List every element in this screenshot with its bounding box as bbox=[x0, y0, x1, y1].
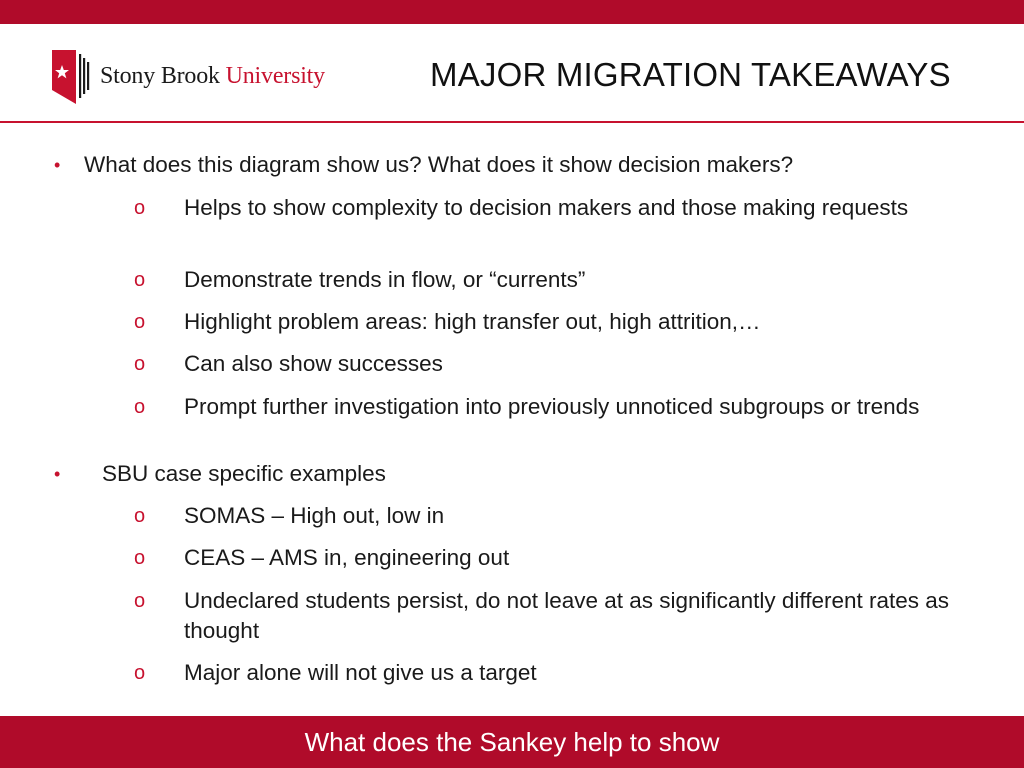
sub-bullet-marker: o bbox=[134, 590, 146, 612]
bullet-item bbox=[54, 459, 386, 489]
bullet-item bbox=[54, 150, 794, 180]
logo-wordmark-stony-brook: Stony Brook bbox=[100, 62, 226, 89]
bullet-marker: • bbox=[54, 155, 61, 175]
sub-bullet-text: Demonstrate trends in flow, or “currents” bbox=[184, 267, 586, 292]
sub-bullet-marker: o bbox=[134, 505, 146, 527]
logo-wordmark-university: University bbox=[225, 62, 325, 89]
sub-bullet-item bbox=[134, 658, 974, 688]
footer-bar bbox=[0, 716, 1024, 768]
sub-bullet-text: Major alone will not give us a target bbox=[184, 660, 537, 685]
sub-bullet-item bbox=[134, 586, 974, 646]
sub-bullet-text: CEAS – AMS in, engineering out bbox=[184, 545, 510, 570]
sub-bullet-marker: o bbox=[134, 547, 146, 569]
sub-bullet-item bbox=[134, 543, 974, 573]
sub-bullet-item bbox=[134, 501, 974, 531]
sub-bullet-item bbox=[134, 193, 954, 223]
footer-text: What does the Sankey help to show bbox=[304, 726, 720, 757]
top-accent-bar bbox=[0, 0, 1024, 24]
sub-bullet-text: Can also show successes bbox=[184, 351, 443, 376]
sub-bullet-item bbox=[134, 392, 964, 422]
sub-bullet-text: SOMAS – High out, low in bbox=[184, 503, 445, 528]
sub-bullet-marker: o bbox=[134, 662, 146, 684]
sub-bullet-text: Prompt further investigation into previously unnoticed subgroups or trends bbox=[184, 394, 920, 419]
header-divider bbox=[0, 121, 1024, 123]
sub-bullet-marker: o bbox=[134, 197, 146, 219]
logo-wordmark bbox=[100, 63, 325, 90]
slide-title: MAJOR MIGRATION TAKEAWAYS bbox=[430, 56, 951, 93]
shield-star-icon bbox=[52, 48, 90, 104]
university-logo bbox=[52, 46, 325, 106]
sub-bullet-marker: o bbox=[134, 353, 146, 375]
sub-bullet-text: Helps to show complexity to decision makers and those making requests bbox=[184, 195, 909, 220]
sub-bullet-item bbox=[134, 307, 954, 337]
sub-bullet-text: Highlight problem areas: high transfer out, high attrition,… bbox=[184, 309, 761, 334]
sub-bullet-text: Undeclared students persist, do not leave at as significantly different rates as thought bbox=[184, 588, 950, 643]
sub-bullet-marker: o bbox=[134, 311, 146, 333]
sub-bullet-marker: o bbox=[134, 269, 146, 291]
bullet-marker: • bbox=[54, 464, 61, 484]
sub-bullet-item bbox=[134, 265, 954, 295]
sub-bullet-marker: o bbox=[134, 396, 146, 418]
bullet-text: SBU case specific examples bbox=[102, 461, 386, 486]
sub-bullet-item bbox=[134, 349, 954, 379]
bullet-text: What does this diagram show us? What does it show decision makers? bbox=[84, 152, 794, 177]
